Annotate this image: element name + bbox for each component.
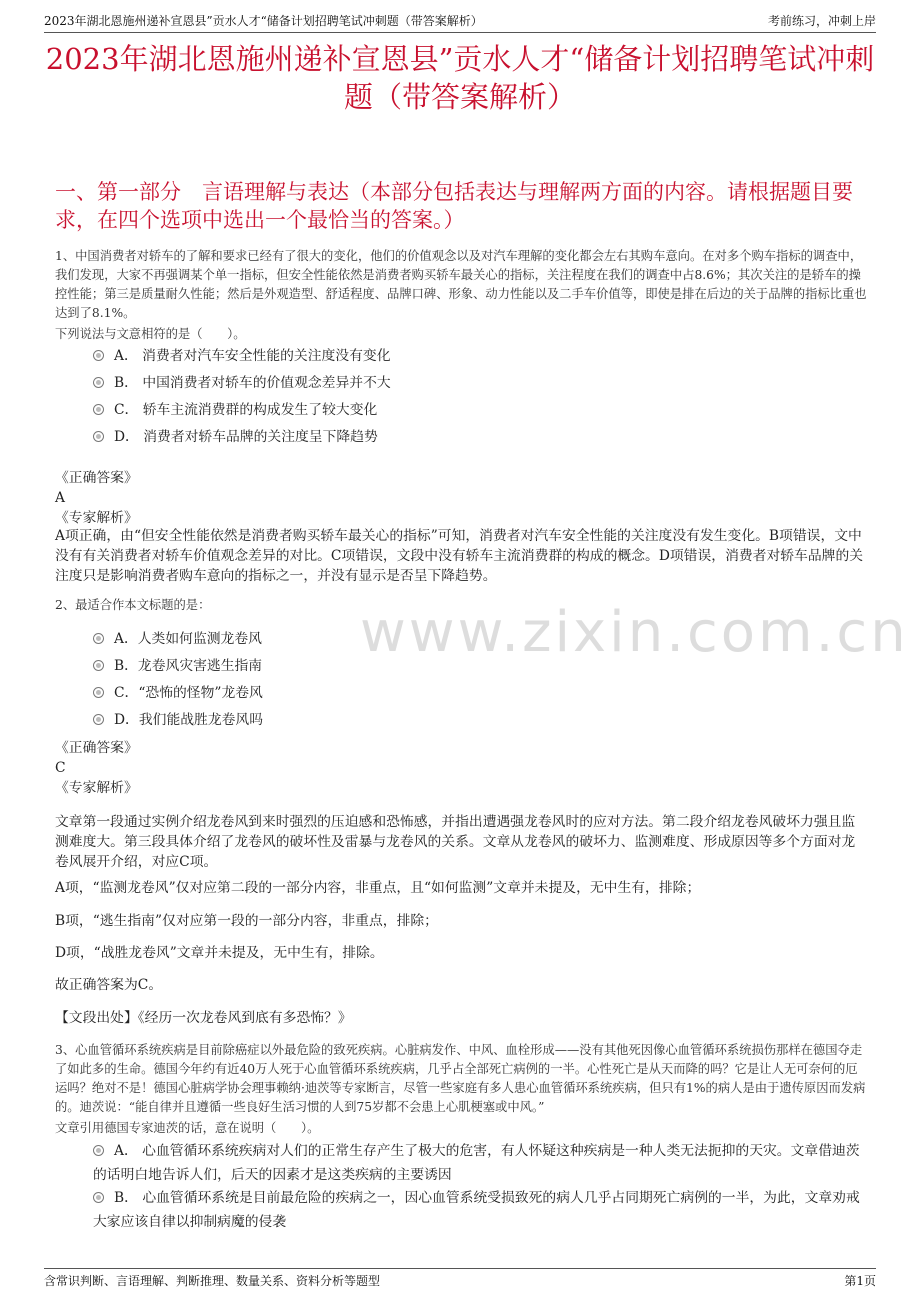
q1-option-d[interactable]	[93, 427, 378, 447]
question-3-prompt: 文章引用德国专家迪茨的话，意在说明（ ）。	[55, 1121, 320, 1135]
page-number: 第1页	[844, 1274, 876, 1288]
q3-option-b[interactable]	[93, 1186, 868, 1234]
q1-analysis: A项正确，由“但安全性能依然是消费者购买轿车最关心的指标”可知，消费者对汽车安全性能的关注度没有发生变化。B项错误，文中没有有关消费者对轿车价值观念差异的对比。C项错误，文段中没有轿车主流消费群的构成的概念。D项错误，消费者对轿车品牌的关注度只是影响消费者购车意向的指标之一，并没有显示是否呈下降趋势。	[55, 528, 864, 584]
question-1-text: 1、中国消费者对轿车的了解和要求已经有了很大的变化，他们的价值观念以及对汽车理解的变化都会左右其购车意向。在对多个购车指标的调查中，我们发现，大家不再强调某个单一指标，但安全性能依然是消费者购买轿车最关心的指标，关注程度在我们的调查中占8.6%；其次关注的是轿车的操控性能；第三是质量耐久性能；然后是外观造型、舒适程度、品牌口碑、形象、动力性能以及二手车价值等，即使是排在后边的关于品牌的指标比重也达到了8.1%。	[55, 249, 867, 320]
page-footer	[44, 1268, 876, 1293]
q2-analysis-a: A项，“监测龙卷风”仅对应第二段的一部分内容，非重点，且“如何监测”文章并未提及，无中生有，排除；	[55, 880, 701, 896]
q2-option-c[interactable]	[93, 683, 263, 703]
q1-option-b[interactable]	[93, 373, 391, 393]
question-2-prompt: 2、最适合作本文标题的是：	[55, 598, 211, 612]
q1-option-c[interactable]	[93, 400, 377, 420]
option-label: A． 心血管循环系统疾病对人们的正常生存产生了极大的危害，有人怀疑这种疾病是一种人类无法扼抑的天灾。文章借迪茨的话明白地告诉人们，后天的因素才是这类疾病的主要诱因	[93, 1143, 860, 1183]
radio-icon[interactable]	[93, 714, 104, 725]
q2-analysis-d: D项，“战胜龙卷风”文章并未提及，无中生有，排除。	[55, 945, 384, 961]
header-slogan: 考前练习，冲刺上岸	[767, 14, 876, 28]
radio-icon[interactable]	[93, 350, 104, 361]
radio-icon[interactable]	[93, 660, 104, 671]
page-header	[44, 10, 876, 33]
q2-analysis-b: B项，“逃生指南”仅对应第一段的一部分内容，非重点，排除；	[55, 913, 438, 929]
radio-icon[interactable]	[93, 1192, 104, 1203]
q2-answer-label: 《正确答案》	[55, 740, 138, 756]
q2-option-a[interactable]	[93, 629, 262, 649]
q1-answer-label: 《正确答案》	[55, 470, 138, 486]
q3-option-a[interactable]	[93, 1139, 868, 1187]
q1-answer: A	[55, 490, 65, 506]
option-label: D．我们能战胜龙卷风吗	[114, 712, 264, 728]
q2-option-d[interactable]	[93, 710, 263, 730]
option-label: B． 心血管循环系统是目前最危险的疾病之一，因心血管系统受损致死的病人几乎占同期死亡病例的一半，为此，文章劝戒大家应该自律以抑制病魔的侵袭	[93, 1190, 860, 1230]
option-label: D． 消费者对轿车品牌的关注度呈下降趋势	[114, 429, 378, 445]
radio-icon[interactable]	[93, 1145, 104, 1156]
q2-conclusion: 故正确答案为C。	[55, 977, 163, 993]
radio-icon[interactable]	[93, 404, 104, 415]
q2-analysis-label: 《专家解析》	[55, 780, 138, 796]
question-3-text: 3、心血管循环系统疾病是目前除癌症以外最危险的致死疾病。心脏病发作、中风、血栓形成——没有其他死因像心血管循环系统损伤那样在德国夺走了如此多的生命。德国今年约有近40万人死于心血管循环系统疾病，几乎占全部死亡病例的一半。心性死亡是从天而降的吗？它是让人无可奈何的厄运吗？绝对不是！德国心脏病学协会理事赖纳·迪茨等专家断言，尽管一些家庭有多人患心血管循环系统疾病，但只有1%的病人是由于遗传原因而发病的。迪茨说：“能自律并且遵循一些良好生活习惯的人到75岁都不会患上心肌梗塞或中风。”	[55, 1043, 866, 1114]
question-1-prompt: 下列说法与文意相符的是（ ）。	[55, 327, 246, 341]
option-label: A． 消费者对汽车安全性能的关注度没有变化	[114, 348, 391, 364]
option-label: C． 轿车主流消费群的构成发生了较大变化	[114, 402, 378, 418]
section-heading: 一、第一部分 言语理解与表达（本部分包括表达与理解两方面的内容。请根据题目要求，在四个选项中选出一个最恰当的答案。）	[55, 180, 853, 232]
document-title: 2023年湖北恩施州递补宣恩县”贡水人才“储备计划招聘笔试冲刺题（带答案解析）	[45, 42, 875, 114]
option-label: C．“恐怖的怪物”龙卷风	[114, 685, 263, 701]
option-label: B．龙卷风灾害逃生指南	[114, 658, 263, 674]
option-label: B． 中国消费者对轿车的价值观念差异并不大	[114, 375, 391, 391]
radio-icon[interactable]	[93, 377, 104, 388]
option-label: A．人类如何监测龙卷风	[114, 631, 262, 647]
footer-topics: 含常识判断、言语理解、判断推理、数量关系、资料分析等题型	[44, 1274, 381, 1288]
radio-icon[interactable]	[93, 687, 104, 698]
radio-icon[interactable]	[93, 633, 104, 644]
q2-source: 【文段出处】《经历一次龙卷风到底有多恐怖？》	[55, 1010, 352, 1026]
q2-answer: C	[55, 760, 66, 776]
q2-analysis: 文章第一段通过实例介绍龙卷风到来时强烈的压迫感和恐怖感，并指出遭遇强龙卷风时的应对方法。第二段介绍龙卷风破坏力强且监测难度大。第三段具体介绍了龙卷风的破坏性及雷暴与龙卷风的关系。文章从龙卷风的破坏力、监测难度、形成原因等多个方面对龙卷风展开介绍，对应C项。	[55, 814, 856, 870]
header-doc-title: 2023年湖北恩施州递补宣恩县”贡水人才“储备计划招聘笔试冲刺题（带答案解析）	[44, 14, 483, 28]
radio-icon[interactable]	[93, 431, 104, 442]
q1-option-a[interactable]	[93, 346, 391, 366]
watermark: www.zixin.com.cn	[360, 600, 909, 665]
q2-option-b[interactable]	[93, 656, 262, 676]
q1-analysis-label: 《专家解析》	[55, 510, 138, 526]
